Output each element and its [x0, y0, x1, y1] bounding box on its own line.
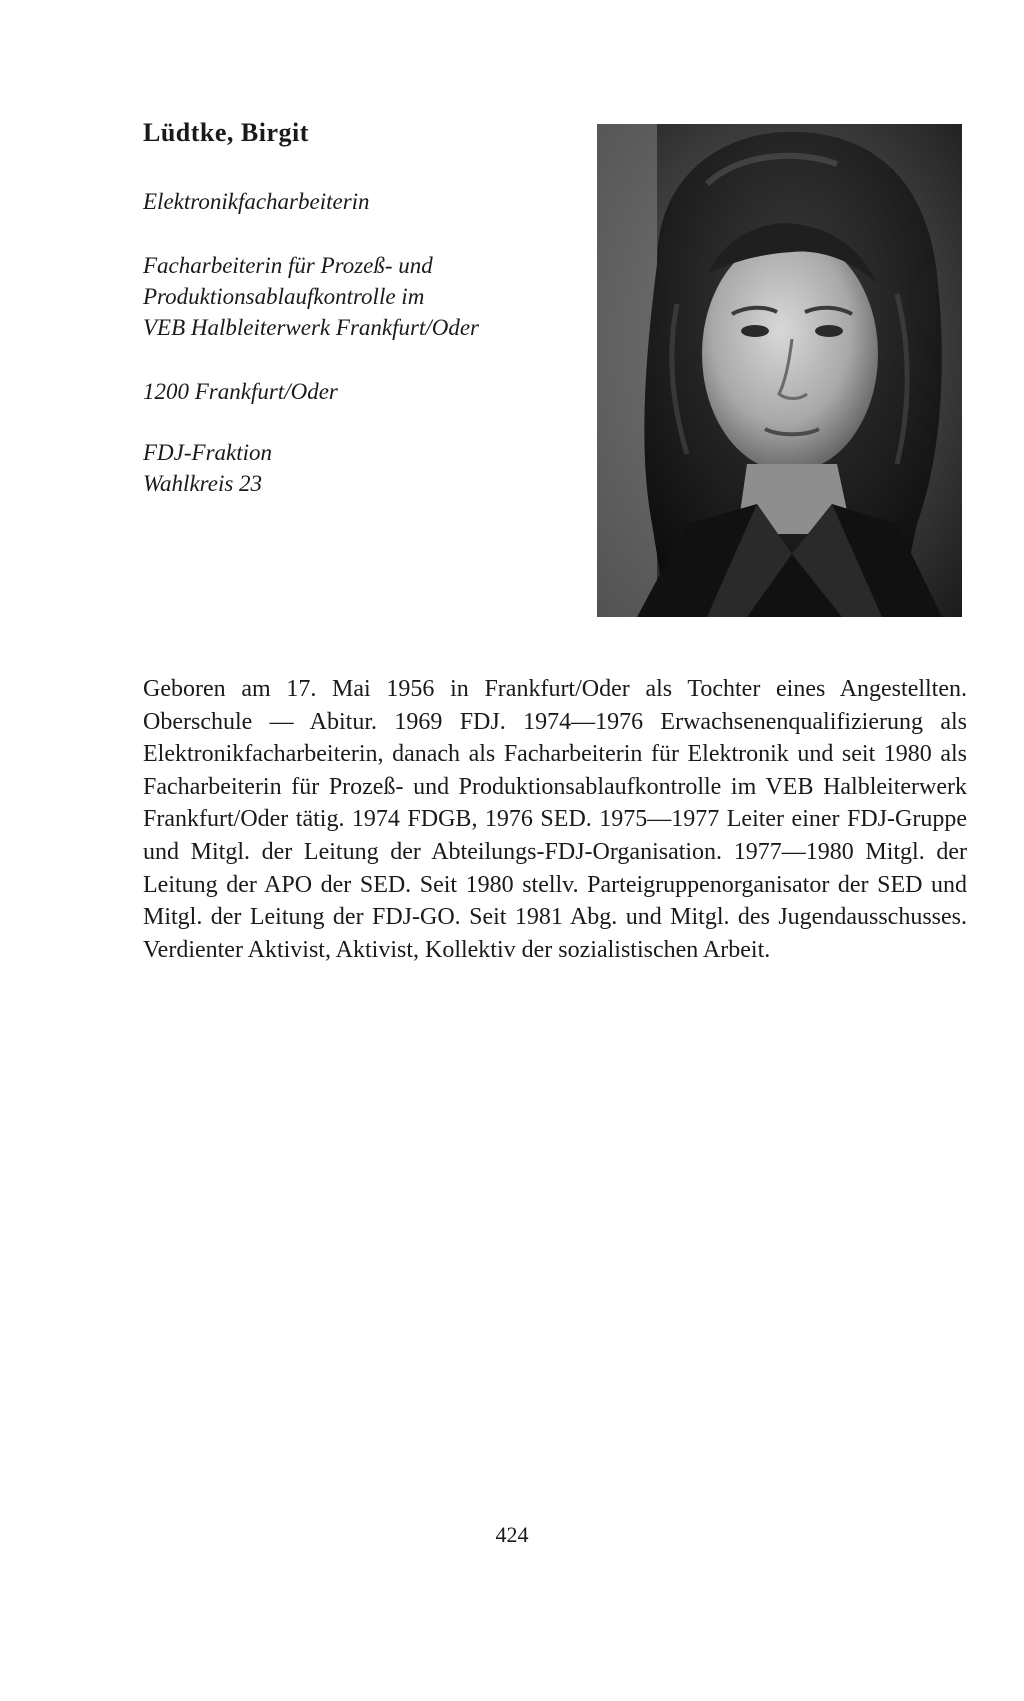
- workplace-line: Produktionsablaufkontrolle im: [143, 284, 425, 309]
- workplace-line: VEB Halbleiterwerk Frankfurt/Oder: [143, 315, 479, 340]
- biography-paragraph: Geboren am 17. Mai 1956 in Frankfurt/Oder als Tochter eines Angestellten. Oberschule — Abitur. 1969 FDJ. 1974—1976 Erwachsenenqualifizierung als Elektronikfacharbeiterin, danach als Facharbeiterin für Elektronik und seit 1980 als Facharbeiterin für Prozeß- und Produktionsablaufkontrolle im VEB Halbleiterwerk Frankfurt/Oder tätig. 1974 FDGB, 1976 SED. 1975—1977 Leiter einer FDJ-Gruppe und Mitgl. der Leitung der Abteilungs-FDJ-Organisation. 1977—1980 Mitgl. der Leitung der APO der SED. Seit 1980 stellv. Parteigruppenorganisator der SED und Mitgl. der Leitung der FDJ-GO. Seit 1981 Abg. und Mitgl. des Jugendausschusses. Verdienter Aktivist, Aktivist, Kollektiv der sozialistischen Arbeit.: [143, 676, 967, 963]
- page-number: 424: [495, 1522, 529, 1547]
- entry-fraction: [143, 437, 272, 499]
- occupation-line: Elektronikfacharbeiterin: [143, 189, 370, 214]
- workplace-line: Facharbeiterin für Prozeß- und: [143, 253, 433, 278]
- constituency-line: Wahlkreis 23: [143, 471, 263, 496]
- portrait-photo: [597, 124, 962, 617]
- city-line: 1200 Frankfurt/Oder: [143, 379, 338, 404]
- entry-name: Lüdtke, Birgit: [143, 118, 309, 147]
- entry-workplace: [143, 250, 479, 343]
- fraction-line: FDJ-Fraktion: [143, 440, 273, 465]
- entry-city: [143, 376, 338, 407]
- entry-occupation: [143, 186, 370, 217]
